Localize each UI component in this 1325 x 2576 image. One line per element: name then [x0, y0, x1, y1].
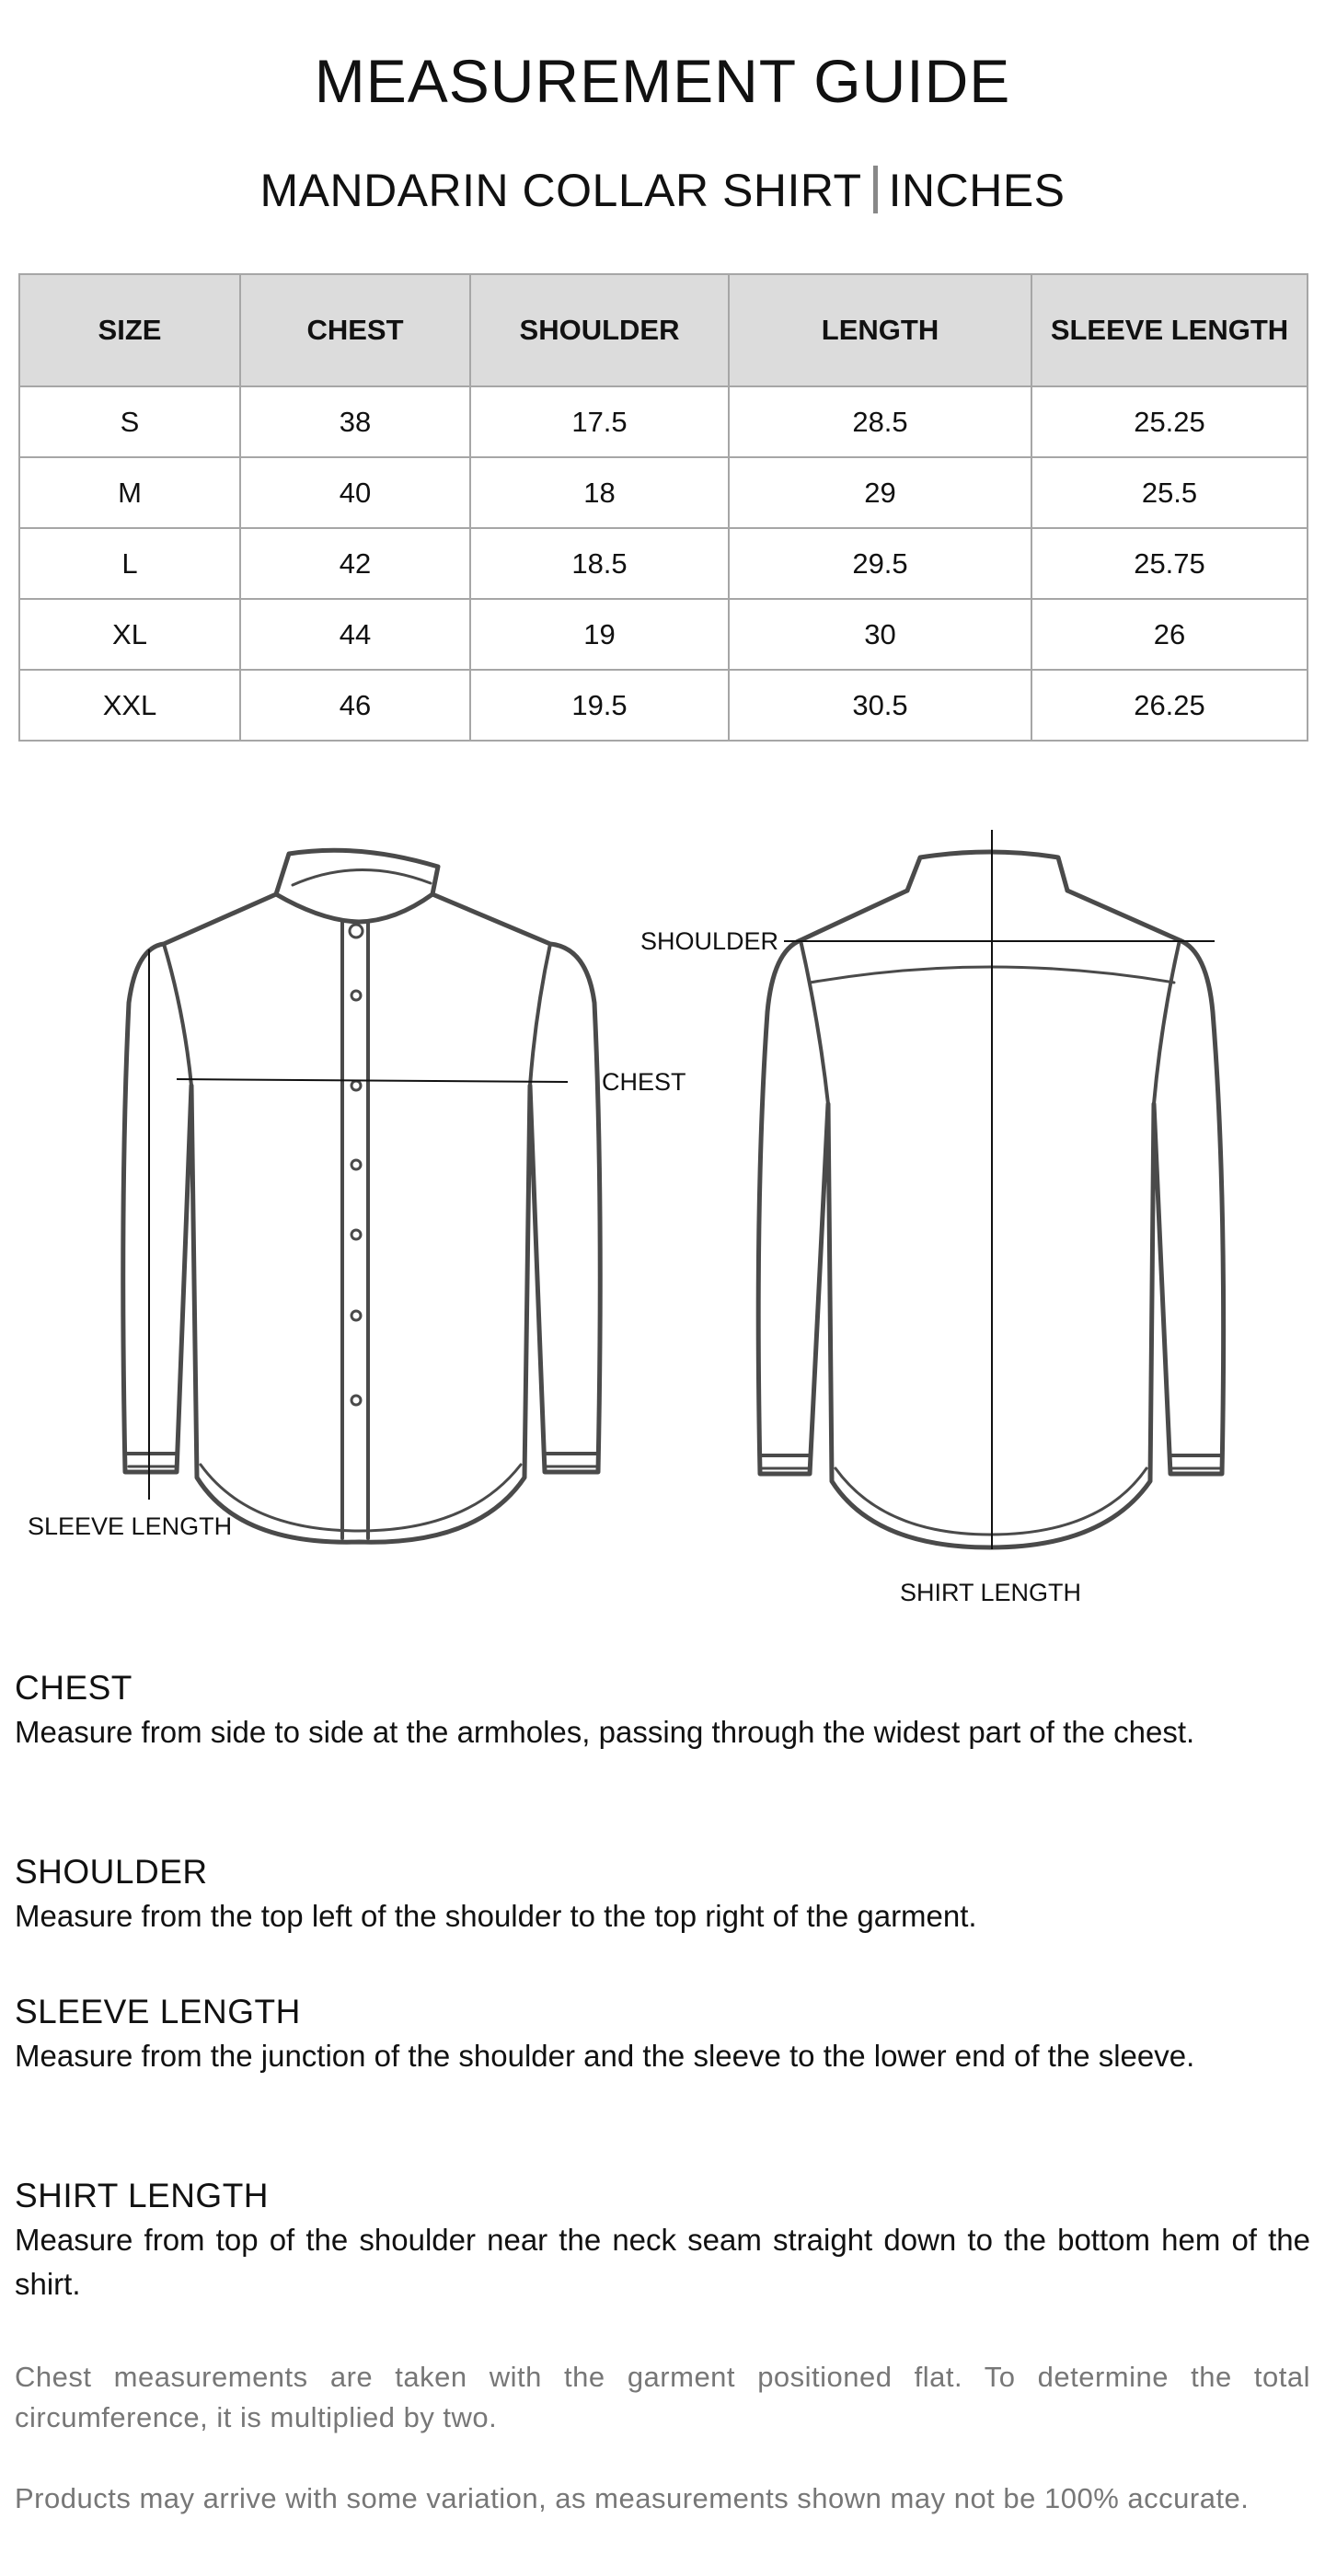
- subtitle-divider: [873, 166, 878, 213]
- cell-size: S: [19, 386, 240, 457]
- front-shirt-illustration: [123, 850, 601, 1542]
- chest-description: Measure from side to side at the armholes, passing through the widest part of the chest.: [15, 1715, 1195, 1749]
- shirt-diagram-svg: [0, 810, 1325, 1619]
- cell-shoulder: 18.5: [470, 528, 729, 599]
- cell-sleeve-length: 25.75: [1031, 528, 1308, 599]
- cell-shoulder: 18: [470, 457, 729, 528]
- cell-sleeve-length: 26.25: [1031, 670, 1308, 741]
- sleeve-length-diagram-label: SLEEVE LENGTH: [28, 1512, 233, 1540]
- table-row: [19, 670, 1308, 741]
- sleeve-length-section: [15, 1990, 1310, 2078]
- column-header-length: LENGTH: [729, 274, 1031, 386]
- shirt-length-heading: SHIRT LENGTH: [15, 2177, 270, 2214]
- size-chart-table: [18, 273, 1308, 742]
- chest-diagram-label: CHEST: [602, 1068, 686, 1096]
- page-title: MEASUREMENT GUIDE: [314, 47, 1011, 115]
- cell-sleeve-length: 25.25: [1031, 386, 1308, 457]
- cell-length: 28.5: [729, 386, 1031, 457]
- cell-length: 30.5: [729, 670, 1031, 741]
- column-header-shoulder: SHOULDER: [470, 274, 729, 386]
- measurement-diagram: [0, 810, 1325, 1619]
- cell-length: 29: [729, 457, 1031, 528]
- cell-size: L: [19, 528, 240, 599]
- table-row: [19, 528, 1308, 599]
- table-header-row: [19, 274, 1308, 386]
- shirt-length-diagram-label: SHIRT LENGTH: [900, 1579, 1082, 1606]
- cell-shoulder: 19: [470, 599, 729, 670]
- cell-chest: 38: [240, 386, 470, 457]
- sleeve-length-description: Measure from the junction of the shoulder and the sleeve to the lower end of the sleeve.: [15, 2039, 1195, 2073]
- cell-chest: 40: [240, 457, 470, 528]
- cell-chest: 46: [240, 670, 470, 741]
- back-shirt-illustration: [758, 852, 1223, 1547]
- cell-length: 30: [729, 599, 1031, 670]
- shoulder-heading: SHOULDER: [15, 1853, 208, 1891]
- shoulder-section: [15, 1850, 1310, 1938]
- unit-label: INCHES: [888, 165, 1066, 216]
- chest-heading: CHEST: [15, 1669, 132, 1707]
- chest-measure-line: [177, 1079, 568, 1082]
- product-name: MANDARIN COLLAR SHIRT: [259, 165, 862, 216]
- column-header-chest: CHEST: [240, 274, 470, 386]
- table-row: [19, 386, 1308, 457]
- table-row: [19, 599, 1308, 670]
- cell-shoulder: 17.5: [470, 386, 729, 457]
- column-header-size: SIZE: [19, 274, 240, 386]
- shirt-length-section: [15, 2174, 1310, 2306]
- cell-length: 29.5: [729, 528, 1031, 599]
- page-subtitle: [0, 164, 1325, 217]
- cell-chest: 44: [240, 599, 470, 670]
- shoulder-description: Measure from the top left of the shoulder to the top right of the garment.: [15, 1899, 977, 1933]
- chest-section: [15, 1666, 1310, 1754]
- variation-disclaimer: Products may arrive with some variation, as measurements shown may not be 100% accurate.: [15, 2482, 1250, 2514]
- cell-size: M: [19, 457, 240, 528]
- cell-shoulder: 19.5: [470, 670, 729, 741]
- table-row: [19, 457, 1308, 528]
- column-header-sleeve-length: SLEEVE LENGTH: [1031, 274, 1308, 386]
- cell-sleeve-length: 26: [1031, 599, 1308, 670]
- shoulder-diagram-label: SHOULDER: [640, 927, 779, 955]
- cell-sleeve-length: 25.5: [1031, 457, 1308, 528]
- cell-size: XXL: [19, 670, 240, 741]
- shirt-length-description: Measure from top of the shoulder near the neck seam straight down to the bottom hem of the shirt.: [15, 2223, 1310, 2301]
- cell-chest: 42: [240, 528, 470, 599]
- flat-measurement-note: Chest measurements are taken with the garment positioned flat. To determine the total circumference, it is multiplied by two.: [15, 2361, 1310, 2433]
- sleeve-length-heading: SLEEVE LENGTH: [15, 1993, 301, 2030]
- cell-size: XL: [19, 599, 240, 670]
